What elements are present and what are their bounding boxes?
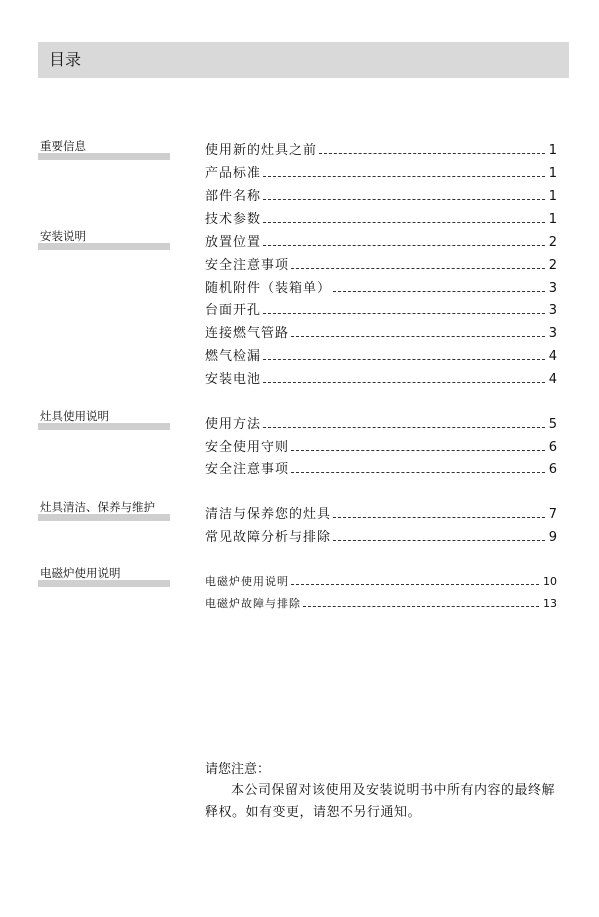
dot-leader [263, 245, 545, 246]
toc-entry-text: 清洁与保养您的灶具 [205, 507, 332, 522]
toc-page-number: 5 [548, 417, 557, 432]
toc-entry-text: 电磁炉使用说明 [205, 575, 289, 588]
toc-entry[interactable] [205, 592, 557, 612]
toc-entry-text: 产品标准 [205, 166, 262, 181]
toc-page-number: 1 [548, 212, 557, 227]
toc-entry-text: 电磁炉故障与排除 [205, 597, 301, 610]
toc-entry-text: 使用方法 [205, 417, 262, 432]
toc-entry[interactable] [205, 503, 557, 523]
dot-leader [291, 268, 545, 269]
toc-entry[interactable] [205, 139, 557, 159]
toc-page-number: 1 [548, 166, 557, 181]
toc-entry[interactable] [205, 368, 557, 388]
dot-leader [263, 313, 545, 314]
toc-title: 目录 [38, 42, 569, 78]
section-label-cleaning: 灶具清洁、保养与维护 [38, 500, 170, 521]
toc-page-number: 13 [543, 597, 557, 610]
section-label-induction: 电磁炉使用说明 [38, 566, 170, 587]
toc-entry-text: 安装电池 [205, 372, 262, 387]
toc-entry-text: 安全注意事项 [205, 258, 290, 273]
toc-page-number: 10 [543, 575, 557, 588]
toc-entry[interactable] [205, 277, 557, 297]
toc-entry[interactable] [205, 436, 557, 456]
toc-entry[interactable] [205, 526, 557, 546]
dot-leader [263, 382, 545, 383]
dot-leader [291, 450, 545, 451]
toc-page-number: 3 [548, 303, 557, 318]
dot-leader [333, 540, 545, 541]
toc-entry[interactable] [205, 413, 557, 433]
toc-entry-text: 台面开孔 [205, 303, 262, 318]
toc-entry-text: 随机附件（装箱单） [205, 281, 332, 296]
section-label-usage: 灶具使用说明 [38, 409, 170, 430]
dot-leader [333, 291, 545, 292]
toc-page-number: 3 [548, 281, 557, 296]
toc-page-number: 1 [548, 143, 557, 158]
section-label-important-info: 重要信息 [38, 139, 170, 160]
toc-entry[interactable] [205, 345, 557, 365]
toc-entry[interactable] [205, 322, 557, 342]
toc-page-number: 2 [548, 235, 557, 250]
dot-leader [263, 222, 545, 223]
toc-entry-text: 安全注意事项 [205, 462, 290, 477]
toc-entry-text: 常见故障分析与排除 [205, 530, 332, 545]
toc-page-number: 4 [548, 349, 557, 364]
dot-leader [263, 199, 545, 200]
toc-page-number: 6 [548, 462, 557, 477]
toc-entry-text: 使用新的灶具之前 [205, 143, 318, 158]
notice-body: 本公司保留对该使用及安装说明书中所有内容的最终解释权。如有变更，请恕不另行通知。 [205, 783, 556, 820]
toc-entry[interactable] [205, 299, 557, 319]
toc-page-number: 9 [548, 530, 557, 545]
dot-leader [291, 472, 545, 473]
toc-entry[interactable] [205, 208, 557, 228]
section-label-installation: 安装说明 [38, 229, 170, 250]
toc-page-number: 2 [548, 258, 557, 273]
dot-leader [263, 359, 545, 360]
toc-page-number: 7 [548, 507, 557, 522]
toc-entry[interactable] [205, 162, 557, 182]
toc-entry[interactable] [205, 231, 557, 251]
toc-entry-text: 放置位置 [205, 235, 262, 250]
dot-leader [333, 517, 545, 518]
dot-leader [263, 176, 545, 177]
toc-entry-text: 部件名称 [205, 189, 262, 204]
toc-entry-text: 燃气检漏 [205, 349, 262, 364]
notice-title: 请您注意： [205, 762, 271, 777]
toc-entry-text: 技术参数 [205, 212, 262, 227]
toc-page-number: 3 [548, 326, 557, 341]
dot-leader [303, 606, 539, 607]
toc-entry[interactable] [205, 185, 557, 205]
toc-page-number: 1 [548, 189, 557, 204]
toc-entry[interactable] [205, 254, 557, 274]
toc-entry[interactable] [205, 458, 557, 478]
toc-entry-text: 安全使用守则 [205, 440, 290, 455]
toc-entry-text: 连接燃气管路 [205, 326, 290, 341]
toc-entry[interactable] [205, 570, 557, 590]
dot-leader [291, 584, 539, 585]
toc-page-number: 4 [548, 372, 557, 387]
dot-leader [263, 427, 545, 428]
toc-page-number: 6 [548, 440, 557, 455]
dot-leader [291, 336, 545, 337]
dot-leader [319, 153, 545, 154]
